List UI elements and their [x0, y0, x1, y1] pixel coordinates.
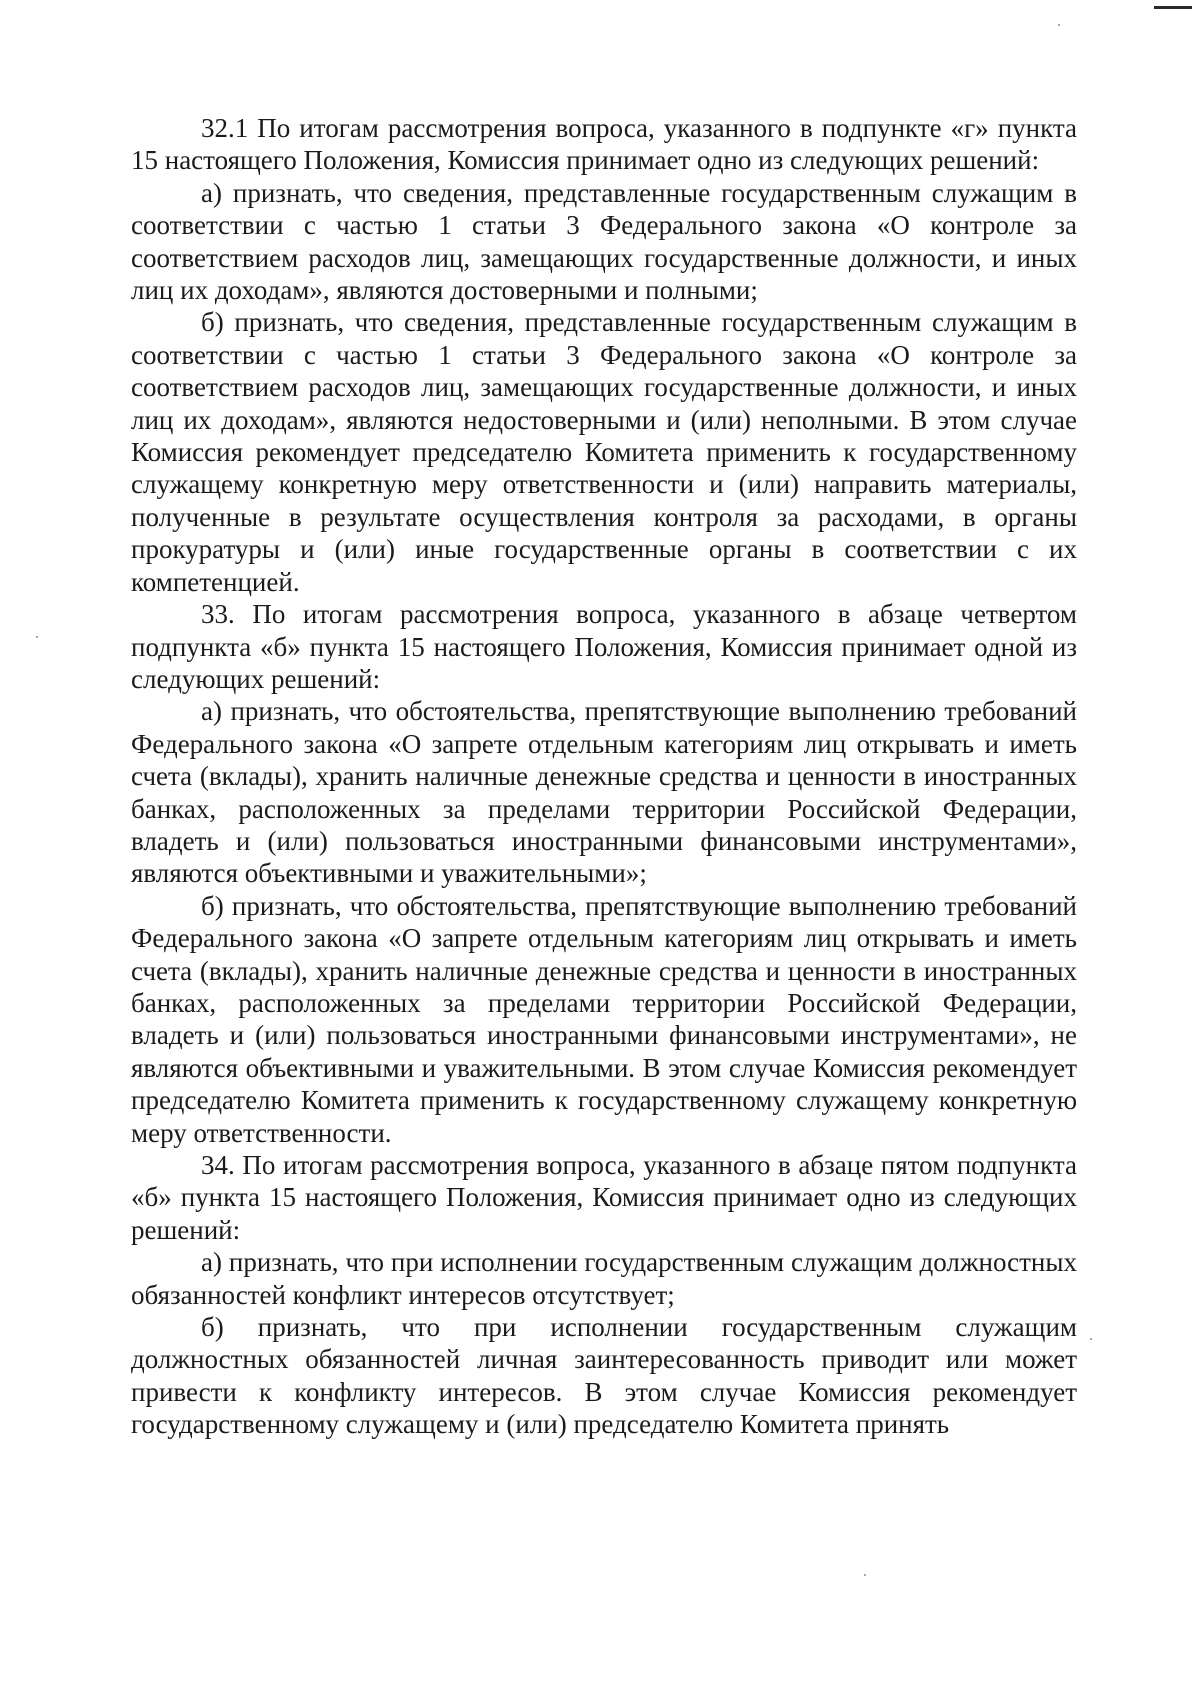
- scan-speck: [1058, 24, 1060, 26]
- document-page: [131, 112, 1077, 1441]
- clause-33-intro: 33. По итогам рассмотрения вопроса, указанного в абзаце четвертом подпункта «б» пункта 15 настоящего Положения, Комиссия принимает одной из следующих решений:: [131, 599, 1077, 694]
- clause-33-item-b: б) признать, что обстоятельства, препятствующие выполнению требований Федерального закона «О запрете отдельным категориям лиц открывать и иметь счета (вклады), хранить наличные денежные средства и ценности в иностранных банках, расположенных за пределами территории Российской Федерации, владеть и (или) пользоваться иностранными финансовыми инструментами», не являются объективными и уважительными. В этом случае Комиссия рекомендует председателю Комитета применить к государственному служащему конкретную меру ответственности.: [131, 890, 1077, 1148]
- scan-edge-mark: [1154, 6, 1192, 9]
- clause-34-intro: 34. По итогам рассмотрения вопроса, указанного в абзаце пятом подпункта «б» пункта 15 настоящего Положения, Комиссия принимает одно из следующих решений:: [131, 1150, 1077, 1245]
- scan-speck: [864, 1574, 866, 1576]
- clause-33-item-a: а) признать, что обстоятельства, препятствующие выполнению требований Федерального закона «О запрете отдельным категориям лиц открывать и иметь счета (вклады), хранить наличные денежные средства и ценности в иностранных банках, расположенных за пределами территории Российской Федерации, владеть и (или) пользоваться иностранными финансовыми инструментами», являются объективными и уважительными»;: [131, 696, 1077, 889]
- scan-speck: [1090, 1338, 1092, 1340]
- clause-32-1-item-b: б) признать, что сведения, представленные государственным служащим в соответствии с частью 1 статьи 3 Федерального закона «О контроле за соответствием расходов лиц, замещающих государственные должности, и иных лиц их доходам», являются недостоверными и (или) неполными. В этом случае Комиссия рекомендует председателю Комитета применить к государственному служащему конкретную меру ответственности и (или) направить материалы, полученные в результате осуществления контроля за расходами, в органы прокуратуры и (или) иные государственные органы в соответствии с их компетенцией.: [131, 307, 1077, 597]
- scan-speck: [36, 636, 38, 638]
- clause-32-1-intro: 32.1 По итогам рассмотрения вопроса, указанного в подпункте «г» пункта 15 настоящего Положения, Комиссия принимает одно из следующих решений:: [131, 113, 1077, 176]
- clause-34-item-a: а) признать, что при исполнении государственным служащим должностных обязанностей конфликт интересов отсутствует;: [131, 1247, 1077, 1310]
- clause-34-item-b: б) признать, что при исполнении государственным служащим должностных обязанностей личная заинтересованность приводит или может привести к конфликту интересов. В этом случае Комиссия рекомендует государственному служащему и (или) председателю Комитета принять: [131, 1312, 1077, 1440]
- clause-32-1-item-a: а) признать, что сведения, представленные государственным служащим в соответствии с частью 1 статьи 3 Федерального закона «О контроле за соответствием расходов лиц, замещающих государственные должности, и иных лиц их доходам», являются достоверными и полными;: [131, 177, 1077, 306]
